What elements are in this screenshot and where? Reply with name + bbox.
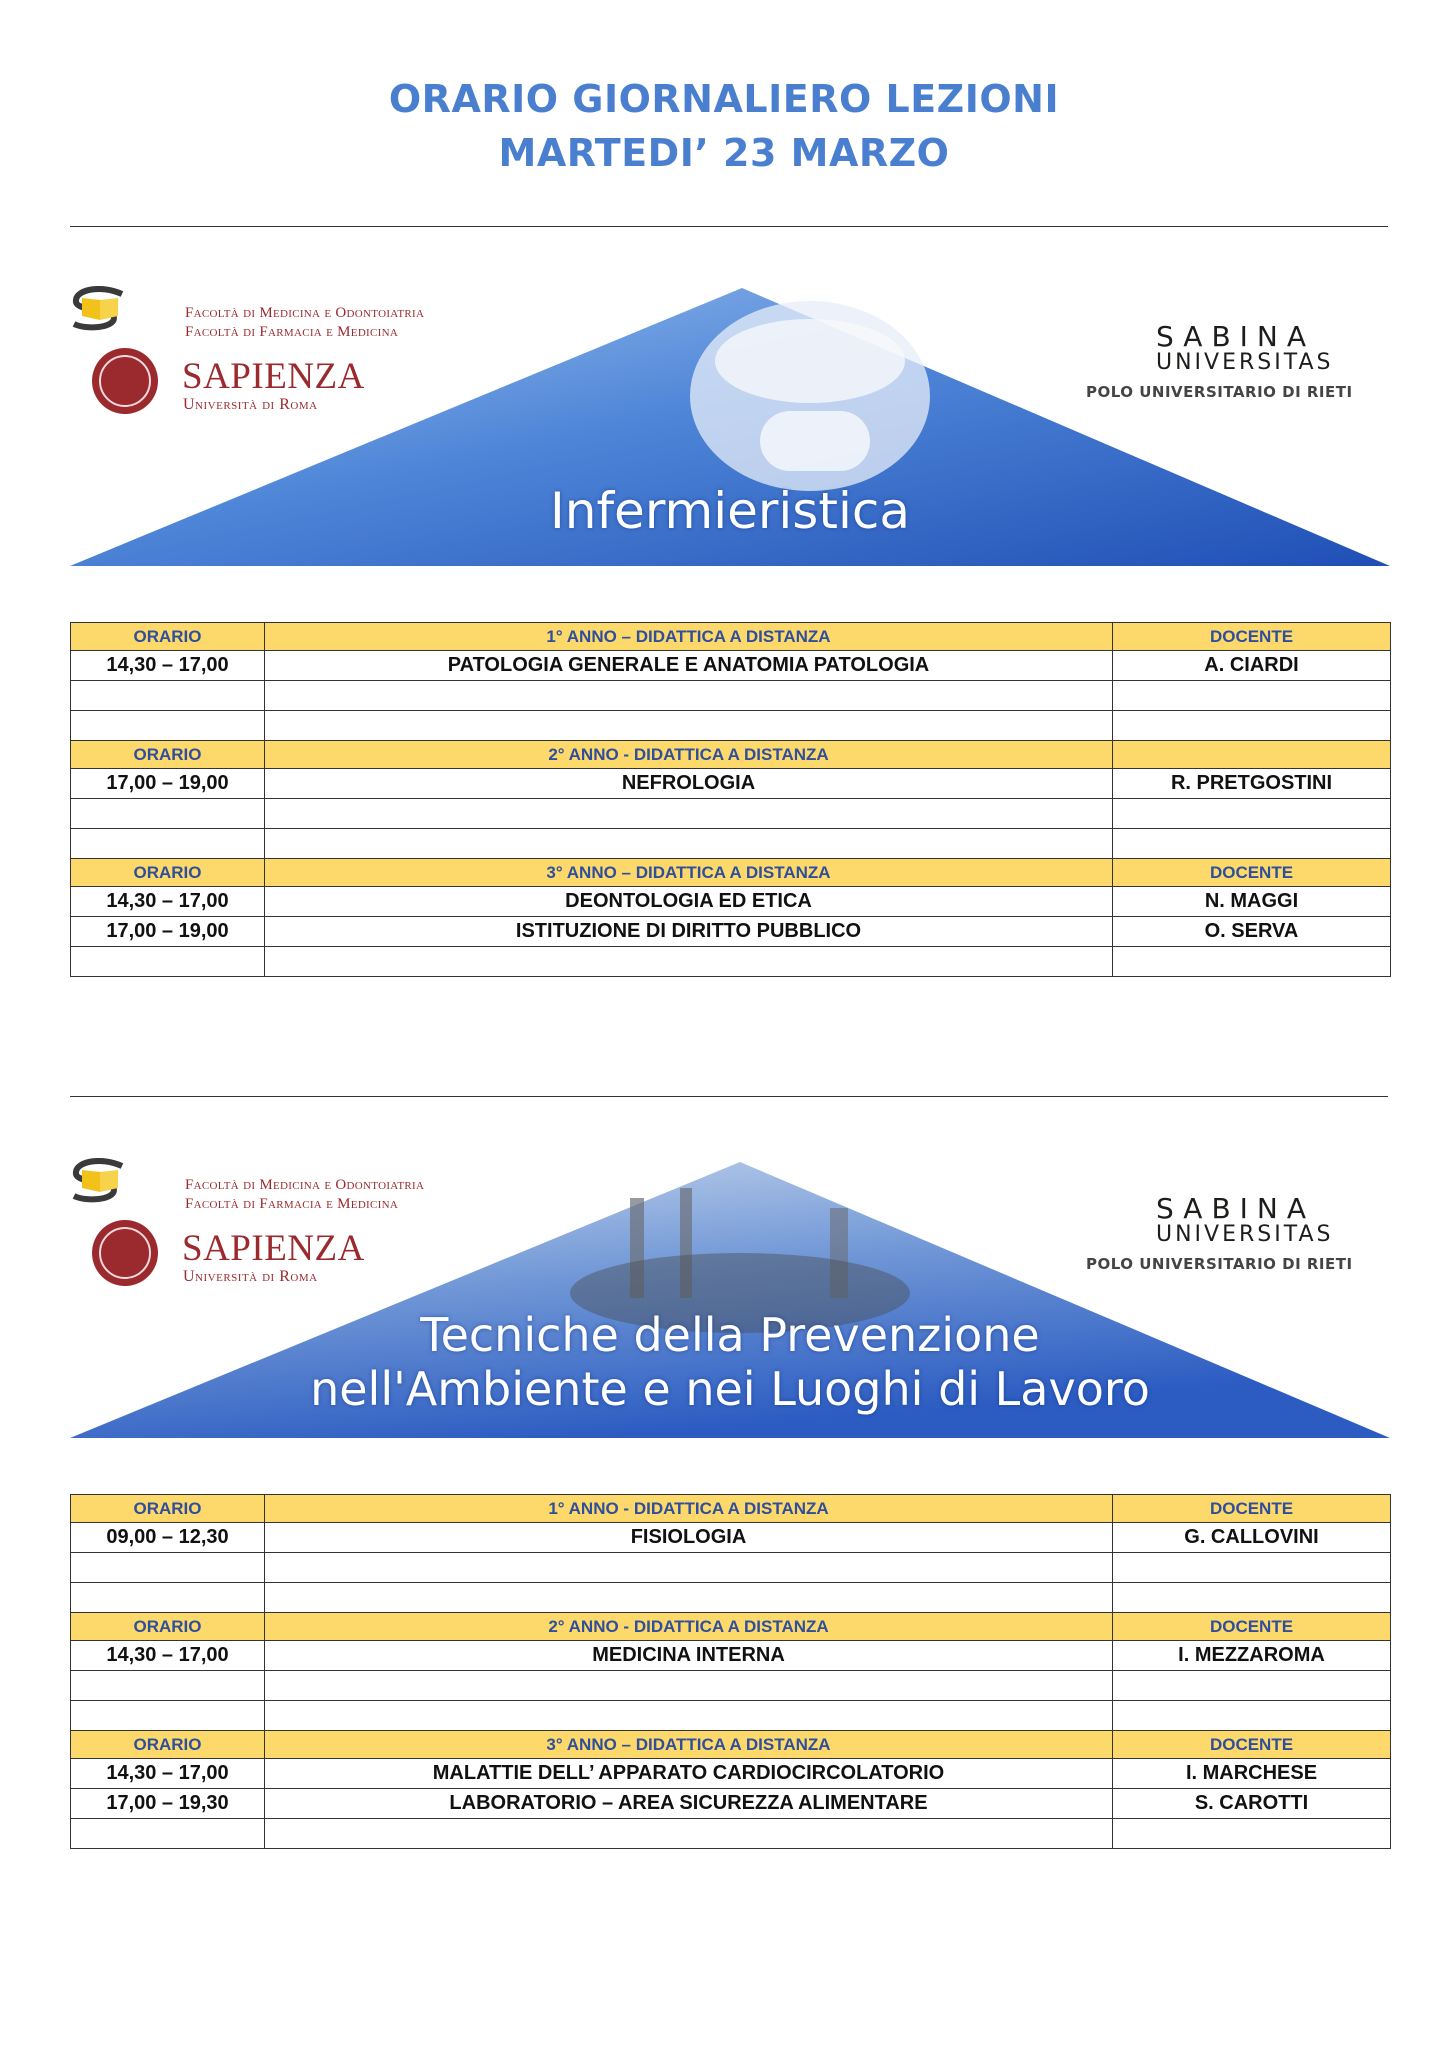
table-row: 09,00 – 12,30 FISIOLOGIA G. CALLOVINI <box>71 1523 1391 1553</box>
sapienza-logo-text: SAPIENZA <box>182 356 365 397</box>
banner-tecniche-prevenzione <box>70 1158 1390 1443</box>
table-row <box>71 1819 1391 1849</box>
faculty-label: Facoltà di Medicina e Odontoiatria Facoltà di Farmacia e Medicina <box>185 1177 425 1212</box>
sapienza-seal-icon <box>92 1220 158 1286</box>
sabina-logo-text: SABINA <box>1156 1192 1316 1225</box>
table-header-row: ORARIO 3° ANNO – DIDATTICA A DISTANZA DOCENTE <box>71 1731 1391 1759</box>
sabina-logo-text: SABINA <box>1156 320 1316 353</box>
schedule-table-tecniche-prevenzione <box>70 1494 1391 1849</box>
polo-rieti-label: POLO UNIVERSITARIO DI RIETI <box>1086 1255 1353 1273</box>
table-row <box>71 947 1391 977</box>
sapienza-subtitle: Università di Roma <box>183 1268 318 1285</box>
polo-rieti-label: POLO UNIVERSITARIO DI RIETI <box>1086 383 1353 401</box>
table-row: 14,30 – 17,00 PATOLOGIA GENERALE E ANATOMIA PATOLOGIA A. CIARDI <box>71 651 1391 681</box>
banner-infermieristica <box>70 286 1390 571</box>
table-row <box>71 1583 1391 1613</box>
table-header-row: ORARIO 2° ANNO - DIDATTICA A DISTANZA <box>71 741 1391 769</box>
banner-title: Tecniche della Prevenzione nell'Ambiente e nei Luoghi di Lavoro <box>310 1308 1150 1416</box>
table-header-row: ORARIO 1° ANNO - DIDATTICA A DISTANZA DOCENTE <box>71 1495 1391 1523</box>
table-row: 14,30 – 17,00 DEONTOLOGIA ED ETICA N. MAGGI <box>71 887 1391 917</box>
table-row: 17,00 – 19,30 LABORATORIO – AREA SICUREZZA ALIMENTARE S. CAROTTI <box>71 1789 1391 1819</box>
title-line-2: MARTEDI’ 23 MARZO <box>498 131 950 175</box>
table-header-row: ORARIO 3° ANNO – DIDATTICA A DISTANZA DOCENTE <box>71 859 1391 887</box>
table-row: 14,30 – 17,00 MEDICINA INTERNA I. MEZZAROMA <box>71 1641 1391 1671</box>
divider-top <box>70 226 1388 227</box>
table-header-row: ORARIO 1° ANNO – DIDATTICA A DISTANZA DOCENTE <box>71 623 1391 651</box>
divider-middle <box>70 1096 1388 1097</box>
table-row <box>71 1671 1391 1701</box>
universitas-logo-text: UNIVERSITAS <box>1156 350 1334 375</box>
table-row: 14,30 – 17,00 MALATTIE DELL’ APPARATO CARDIOCIRCOLATORIO I. MARCHESE <box>71 1759 1391 1789</box>
sapienza-logo-text: SAPIENZA <box>182 1228 365 1269</box>
sabina-book-icon <box>70 1158 130 1204</box>
table-row <box>71 1553 1391 1583</box>
table-row <box>71 681 1391 711</box>
sapienza-seal-icon <box>92 348 158 414</box>
banner-title: Infermieristica <box>550 482 910 540</box>
faculty-label: Facoltà di Medicina e Odontoiatria Facoltà di Farmacia e Medicina <box>185 305 425 340</box>
table-row: 17,00 – 19,00 NEFROLOGIA R. PRETGOSTINI <box>71 769 1391 799</box>
page-title <box>0 72 1448 180</box>
table-row <box>71 711 1391 741</box>
table-row: 17,00 – 19,00 ISTITUZIONE DI DIRITTO PUBBLICO O. SERVA <box>71 917 1391 947</box>
table-row <box>71 799 1391 829</box>
universitas-logo-text: UNIVERSITAS <box>1156 1222 1334 1247</box>
table-row <box>71 1701 1391 1731</box>
sabina-book-icon <box>70 286 130 332</box>
sapienza-subtitle: Università di Roma <box>183 396 318 413</box>
table-header-row: ORARIO 2° ANNO - DIDATTICA A DISTANZA DOCENTE <box>71 1613 1391 1641</box>
title-line-1: ORARIO GIORNALIERO LEZIONI <box>388 77 1060 121</box>
table-row <box>71 829 1391 859</box>
schedule-table-infermieristica <box>70 622 1391 977</box>
